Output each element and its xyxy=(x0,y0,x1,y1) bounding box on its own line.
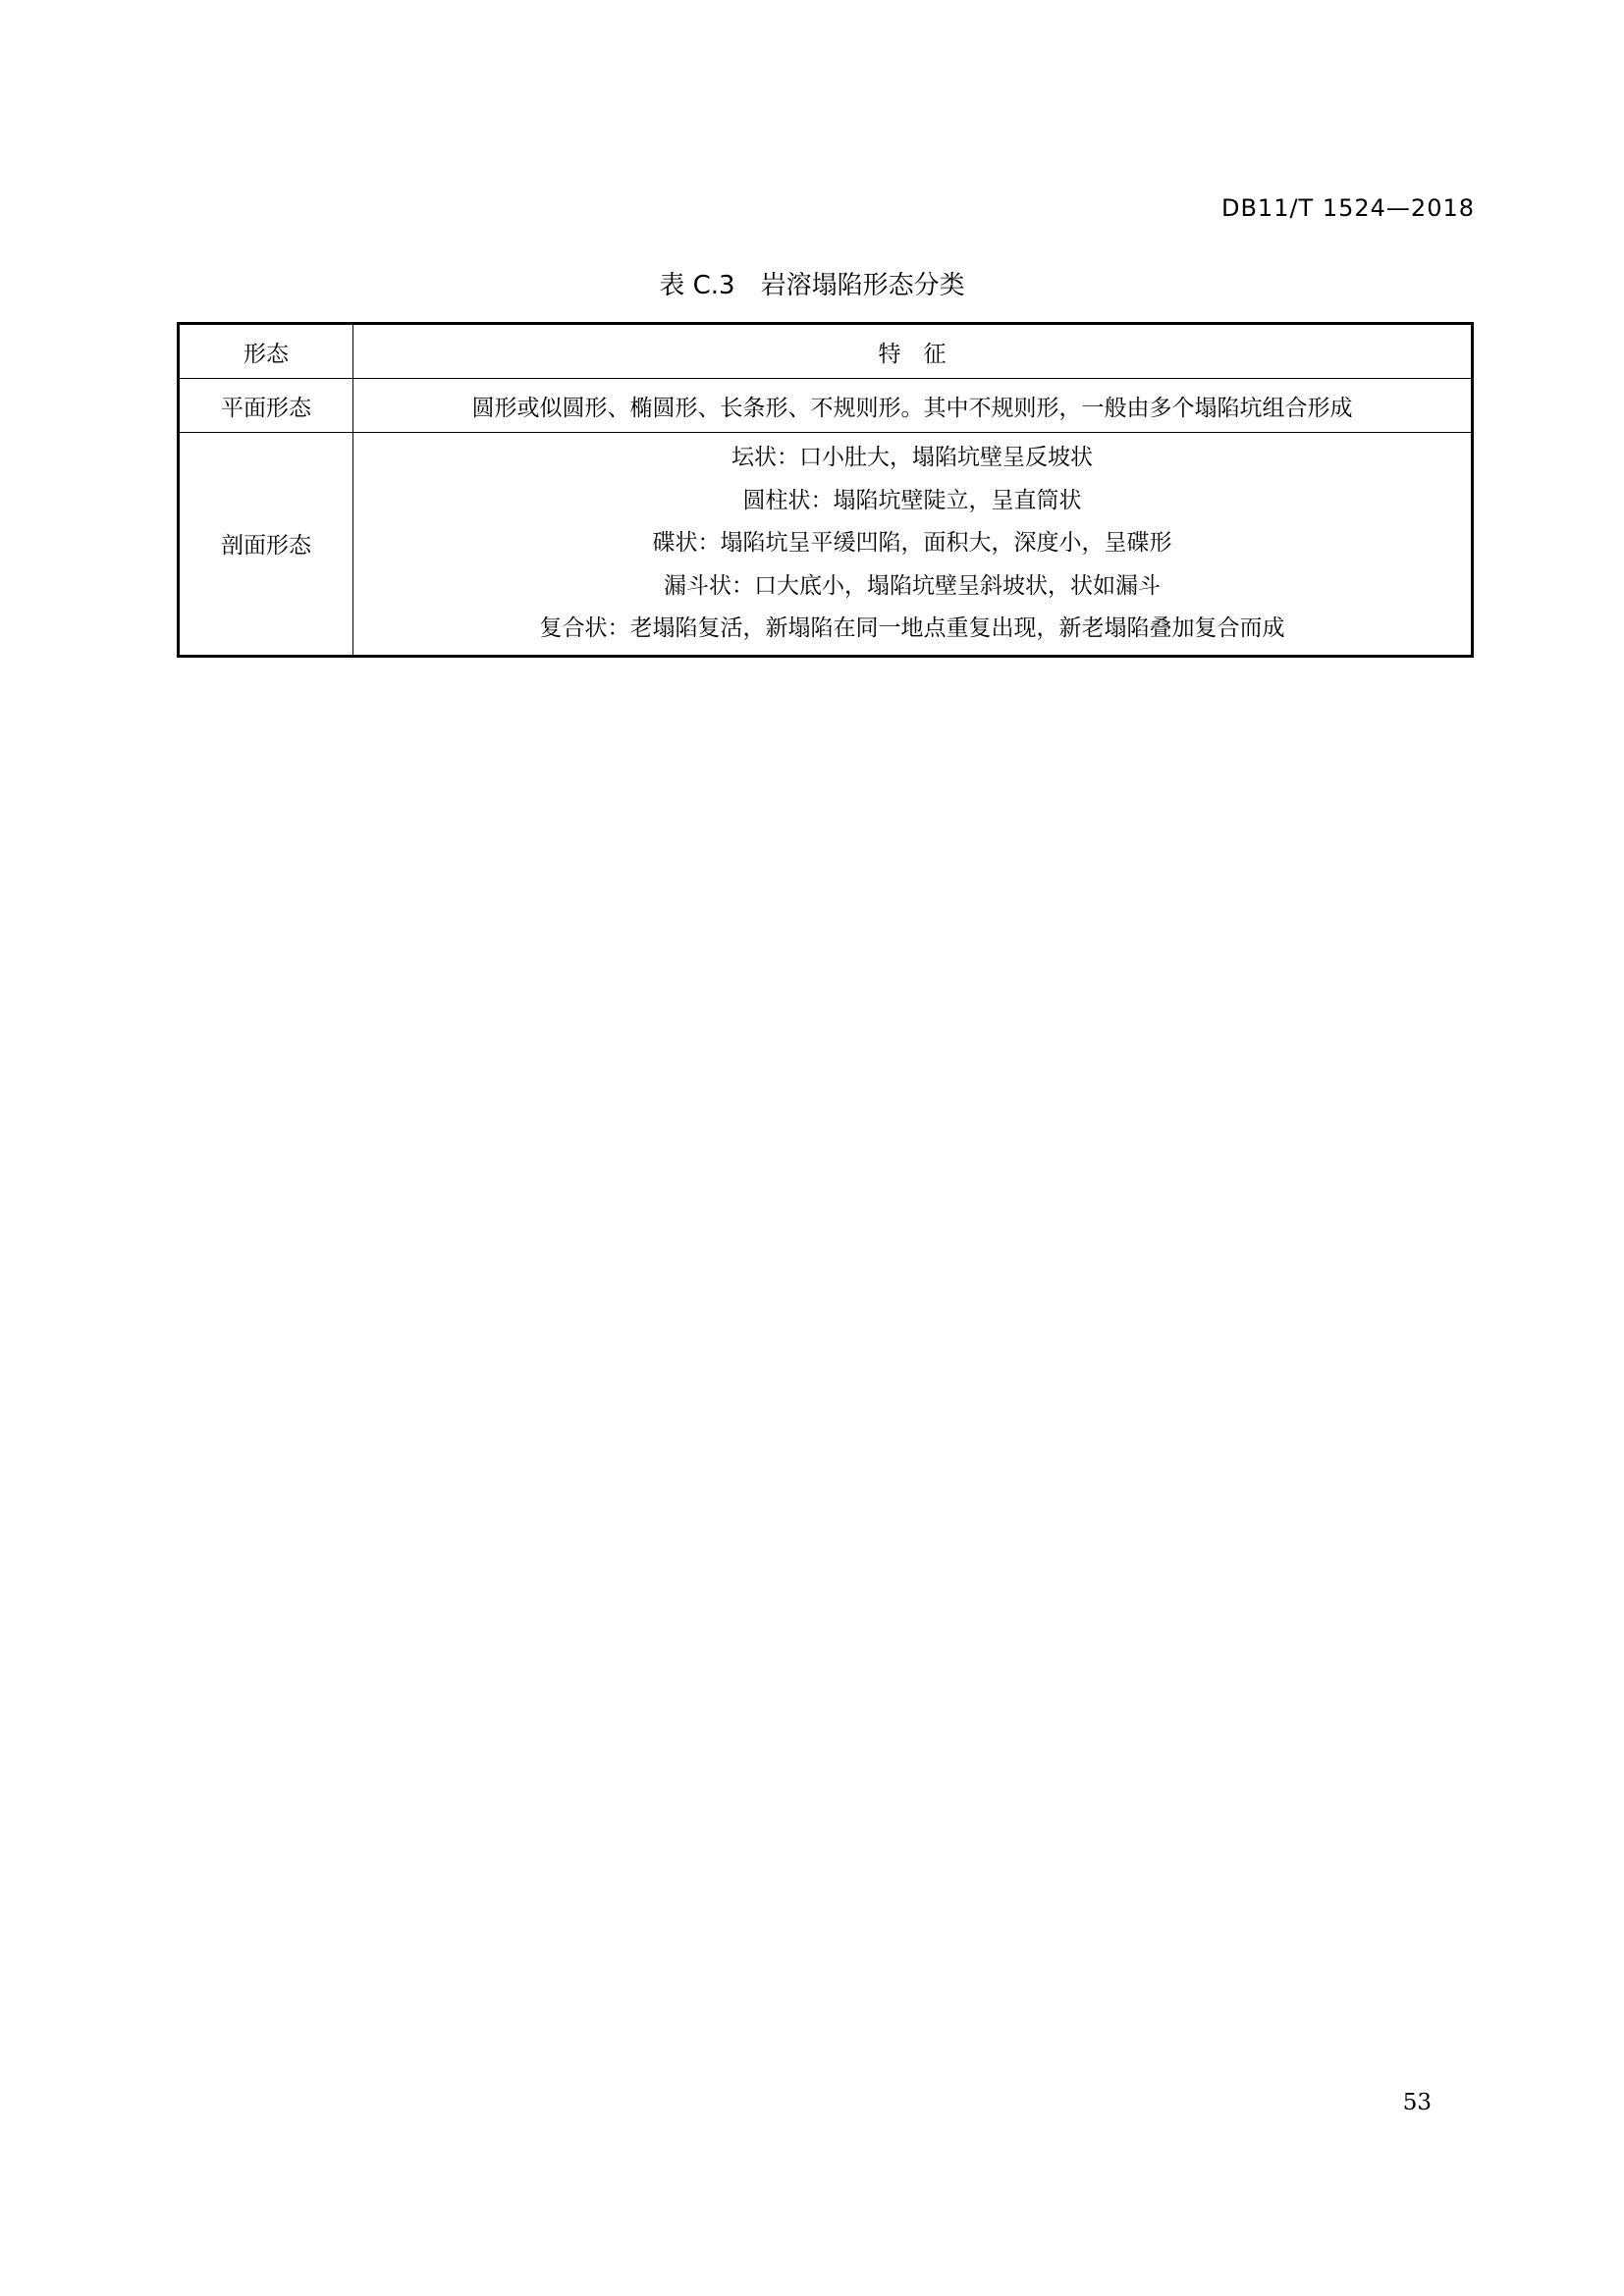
row-feature-section-form xyxy=(353,433,1473,657)
table-title: 岩溶塌陷形态分类 xyxy=(760,271,965,300)
page-number: 53 xyxy=(1402,2090,1432,2115)
row-feature-plan-form: 圆形或似圆形、椭圆形、长条形、不规则形。其中不规则形，一般由多个塌陷坑组合形成 xyxy=(353,379,1473,433)
feature-line-cylinder: 圆柱状：塌陷坑壁陡立，呈直筒状 xyxy=(742,487,1082,513)
document-code: DB11/T 1524—2018 xyxy=(1220,194,1475,222)
header-cell-feature: 特 征 xyxy=(353,324,1473,379)
table-number: 表 C.3 xyxy=(659,271,735,300)
feature-line-dish: 碟状：塌陷坑呈平缓凹陷，面积大，深度小，呈碟形 xyxy=(652,530,1172,556)
classification-table xyxy=(177,322,1474,658)
table-header-row xyxy=(179,324,1473,379)
feature-line-funnel: 漏斗状：口大底小，塌陷坑壁呈斜坡状，状如漏斗 xyxy=(664,572,1161,599)
feature-line-jar: 坛状：口小肚大，塌陷坑壁呈反坡状 xyxy=(731,445,1093,470)
feature-line-composite: 复合状：老塌陷复活，新塌陷在同一地点重复出现，新老塌陷叠加复合而成 xyxy=(539,615,1285,641)
table-row xyxy=(179,433,1473,657)
header-cell-form: 形态 xyxy=(179,324,353,379)
table-row xyxy=(179,379,1473,433)
row-label-plan-form: 平面形态 xyxy=(179,379,353,433)
table-caption xyxy=(0,265,1624,301)
row-label-section-form: 剖面形态 xyxy=(179,433,353,657)
